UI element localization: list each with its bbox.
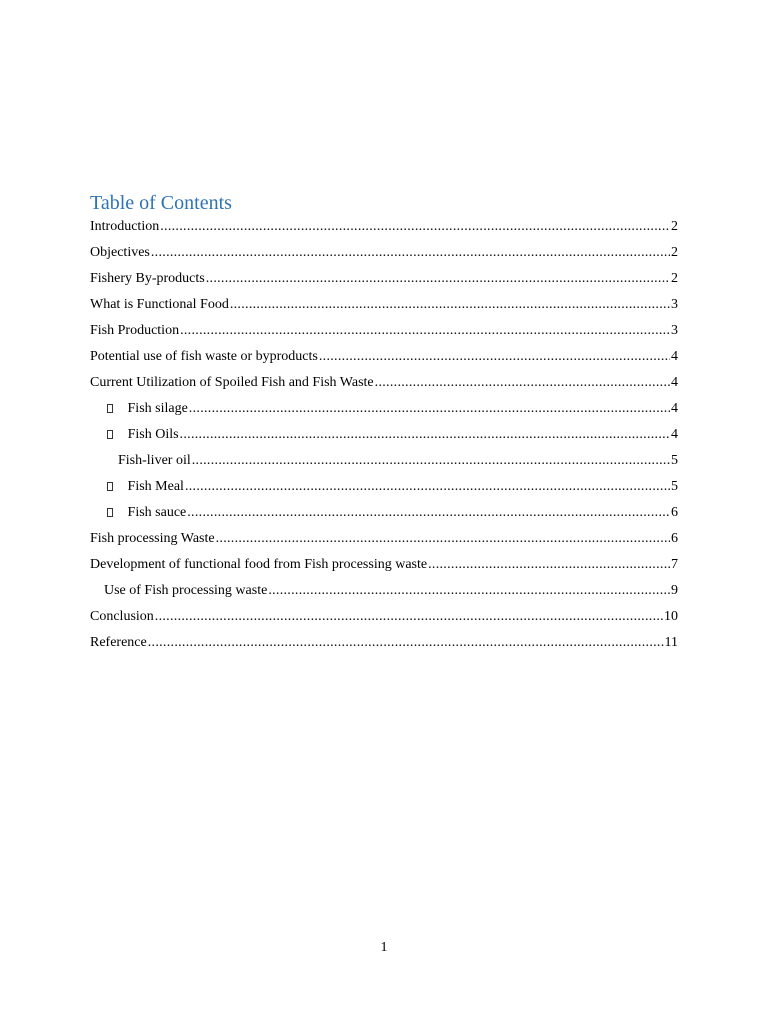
toc-entry-introduction[interactable]: [90, 214, 678, 240]
toc-entry-label: Fish processing Waste: [90, 531, 215, 546]
toc-entry-page: 4: [671, 375, 678, 390]
dot-leader: [230, 292, 670, 318]
dot-leader: [428, 552, 670, 578]
dot-leader: [216, 526, 670, 552]
toc-entry-development-functional-food[interactable]: [90, 552, 678, 578]
dot-leader: [151, 240, 670, 266]
toc-entry-page: 9: [671, 583, 678, 598]
toc-entry-conclusion[interactable]: [90, 604, 678, 630]
toc-entry-page: 6: [671, 505, 678, 520]
toc-entry-label: Introduction: [90, 219, 160, 234]
toc-entry-fish-sauce[interactable]: [90, 500, 678, 526]
page-number: 1: [380, 940, 388, 955]
toc-entry-label: Development of functional food from Fish processing waste: [90, 557, 428, 572]
dot-leader: [192, 448, 670, 474]
toc-entry-reference[interactable]: [90, 630, 678, 656]
toc-entry-label: Fish silage: [127, 401, 188, 416]
toc-entry-label: Fish Meal: [127, 479, 184, 494]
toc-entry-label: Fish-liver oil: [118, 453, 191, 468]
dot-leader: [187, 500, 670, 526]
toc-entry-page: 2: [671, 271, 678, 286]
toc-title: Table of Contents: [90, 192, 232, 214]
toc-entry-page: 3: [671, 323, 678, 338]
toc-entry-page: 4: [671, 401, 678, 416]
toc-entry-label: Potential use of fish waste or byproducts: [90, 349, 318, 364]
toc-entry-fishery-by-products[interactable]: [90, 266, 678, 292]
toc-entry-page: 5: [671, 453, 678, 468]
toc-entry-fish-liver-oil[interactable]: [90, 448, 678, 474]
toc-entry-current-utilization[interactable]: [90, 370, 678, 396]
dot-leader: [160, 214, 670, 240]
toc-entry-page: 2: [671, 245, 678, 260]
toc-entry-objectives[interactable]: [90, 240, 678, 266]
dot-leader: [319, 344, 670, 370]
toc-list: [90, 214, 678, 656]
toc-entry-page: 10: [664, 609, 678, 624]
toc-entry-use-of-waste[interactable]: [90, 578, 678, 604]
dot-leader: [185, 474, 670, 500]
dot-leader: [180, 422, 670, 448]
dot-leader: [268, 578, 670, 604]
toc-entry-label: Fishery By-products: [90, 271, 205, 286]
square-bullet-icon: [107, 430, 113, 439]
toc-entry-label: What is Functional Food: [90, 297, 229, 312]
toc-entry-page: 7: [671, 557, 678, 572]
toc-entry-page: 4: [671, 349, 678, 364]
toc-entry-fish-meal[interactable]: [90, 474, 678, 500]
toc-entry-label: Use of Fish processing waste: [104, 583, 268, 598]
toc-entry-page: 3: [671, 297, 678, 312]
toc-entry-page: 4: [671, 427, 678, 442]
dot-leader: [375, 370, 670, 396]
toc-entry-page: 11: [664, 635, 678, 650]
toc-entry-functional-food[interactable]: [90, 292, 678, 318]
dot-leader: [206, 266, 670, 292]
dot-leader: [189, 396, 670, 422]
toc-entry-label: Fish Oils: [127, 427, 179, 442]
toc-entry-fish-production[interactable]: [90, 318, 678, 344]
square-bullet-icon: [107, 508, 113, 517]
square-bullet-icon: [107, 404, 113, 413]
toc-entry-potential-use[interactable]: [90, 344, 678, 370]
square-bullet-icon: [107, 482, 113, 491]
toc-entry-label: Objectives: [90, 245, 150, 260]
toc-entry-page: 5: [671, 479, 678, 494]
dot-leader: [148, 630, 664, 656]
toc-entry-label: Conclusion: [90, 609, 154, 624]
toc-entry-label: Fish sauce: [127, 505, 187, 520]
dot-leader: [180, 318, 670, 344]
toc-entry-label: Reference: [90, 635, 147, 650]
toc-entry-label: Fish Production: [90, 323, 180, 338]
dot-leader: [155, 604, 663, 630]
toc-entry-fish-oils[interactable]: [90, 422, 678, 448]
toc-entry-page: 6: [671, 531, 678, 546]
toc-entry-fish-silage[interactable]: [90, 396, 678, 422]
toc-entry-page: 2: [671, 219, 678, 234]
toc-entry-label: Current Utilization of Spoiled Fish and Fish Waste: [90, 375, 374, 390]
toc-entry-fish-processing-waste[interactable]: [90, 526, 678, 552]
